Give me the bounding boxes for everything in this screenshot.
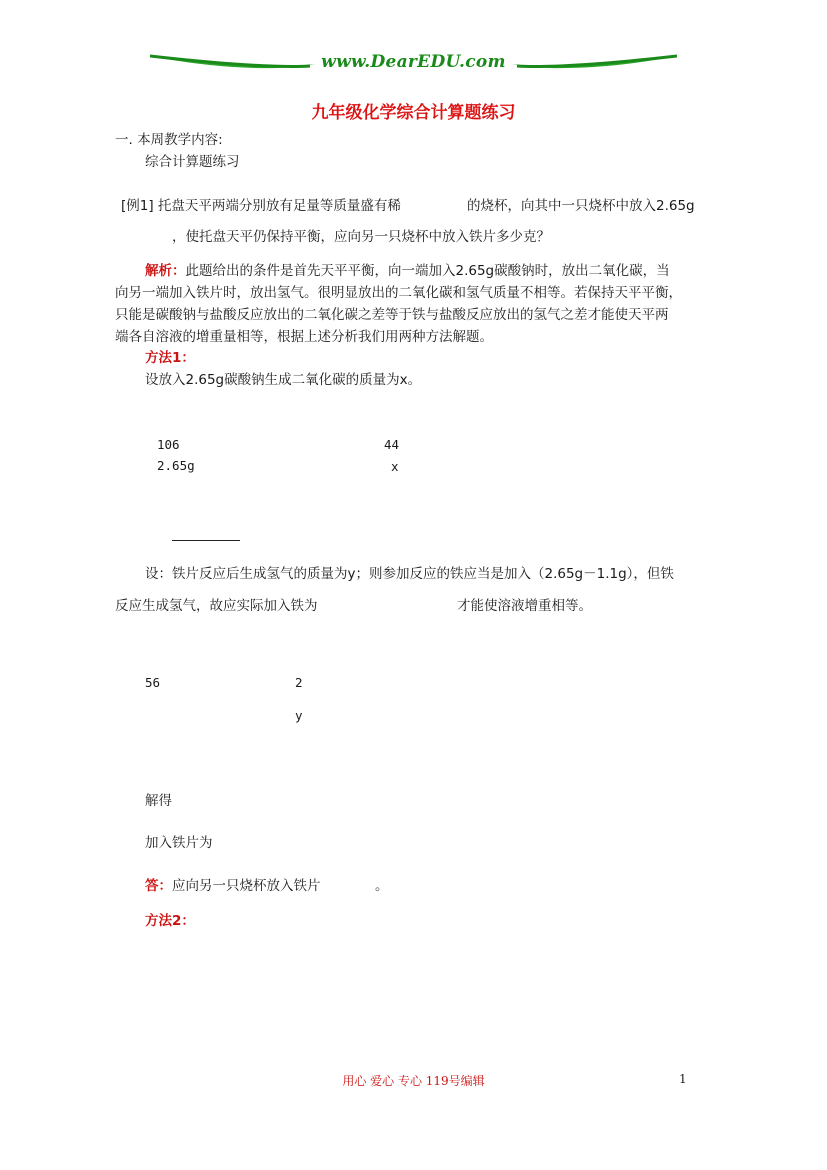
example-line-2: ，使托盘天平仍保持平衡，应向另一只烧杯中放入铁片多少克？ (172, 229, 550, 245)
fe-right-bottom: y (295, 708, 303, 723)
example-line-1a: [例1] 托盘天平两端分别放有足量等质量盛有稀 (121, 198, 401, 214)
solve-label: 解得 (145, 793, 172, 809)
ratio-right-bottom: x (391, 459, 399, 474)
analysis-line-2: 向另一端加入铁片时，放出氢气。很明显放出的二氧化碳和氢气质量不相等。若保持天平平衡， (115, 285, 682, 301)
answer-end: 。 (375, 878, 389, 894)
add-iron-label: 加入铁片为 (145, 835, 213, 851)
section-heading: 一. 本周教学内容: (115, 132, 223, 148)
iron-line-2b: 才能使溶液增重相等。 (457, 598, 592, 614)
section-content: 综合计算题练习 (145, 154, 240, 170)
analysis-line-4: 端各自溶液的增重量相等，根据上述分析我们用两种方法解题。 (115, 329, 493, 345)
ratio-right-top: 44 (384, 437, 400, 452)
ratio-left-top: 106 (157, 437, 180, 452)
iron-line-2a: 反应生成氢气，故应实际加入铁为 (115, 598, 318, 614)
page-title: 九年级化学综合计算题练习 (311, 103, 516, 123)
header-logo (150, 48, 677, 78)
analysis-line-3: 只能是碳酸钠与盐酸反应放出的二氧化碳之差等于铁与盐酸反应放出的氢气之差才能使天平两 (115, 307, 669, 323)
fe-left: 56 (145, 675, 161, 690)
example-line-1b: 的烧杯，向其中一只烧杯中放入2.65g (467, 198, 695, 214)
method1-intro: 设放入2.65g碳酸钠生成二氧化碳的质量为x。 (145, 372, 422, 388)
answer-label: 答： (145, 878, 172, 894)
fraction-rule (172, 540, 240, 541)
method1-label: 方法1： (145, 350, 195, 366)
fe-right-top: 2 (295, 675, 303, 690)
analysis-line-1: 此题给出的条件是首先天平平衡，向一端加入2.65g碳酸钠时，放出二氧化碳，当 (185, 263, 670, 279)
iron-line-1: 设：铁片反应后生成氢气的质量为y；则参加反应的铁应当是加入（2.65g－1.1g），但铁 (145, 566, 674, 582)
logo-text[interactable]: www.DearEDU.com (321, 52, 506, 72)
footer-text: 用心 爱心 专心 119号编辑 (342, 1074, 485, 1088)
ratio-left-bottom: 2.65g (157, 458, 195, 473)
answer-text: 应向另一只烧杯放入铁片 (172, 878, 321, 894)
analysis-label: 解析： (145, 263, 186, 279)
page-number: 1 (679, 1072, 687, 1086)
method2-label: 方法2： (145, 913, 195, 929)
